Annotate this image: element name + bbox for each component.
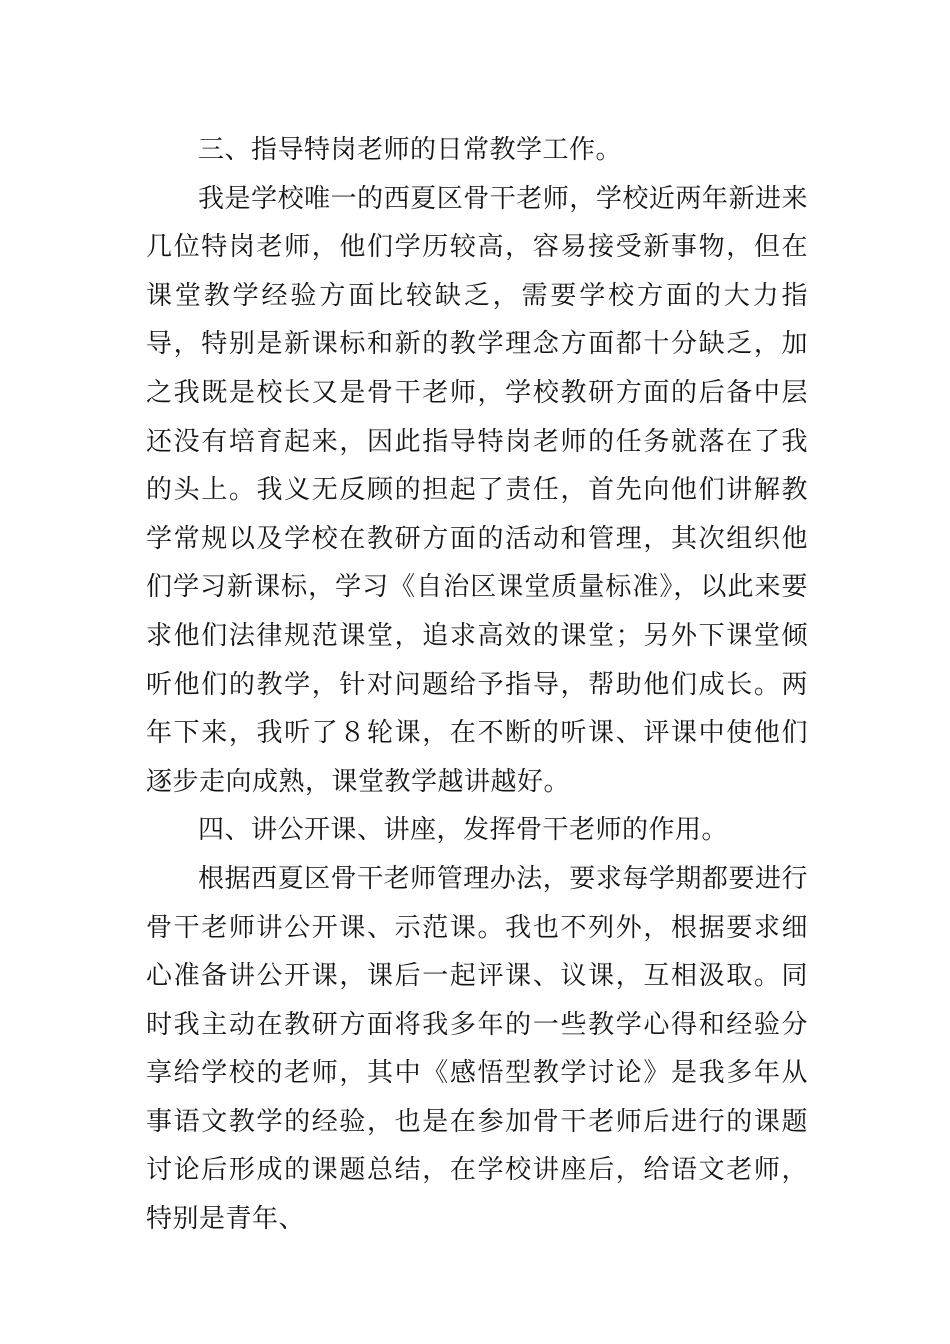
paragraph-guidance: 我是学校唯一的西夏区骨干老师，学校近两年新进来几位特岗老师，他们学历较高，容易接受新事物，但在课堂教学经验方面比较缺乏，需要学校方面的大力指导，特别是新课标和新的教学理念方面都十分缺乏，加之我既是校长又是骨干老师，学校教研方面的后备中层还没有培育起来，因此指导特岗老师的任务就落在了我的头上。我义无反顾的担起了责任，首先向他们讲解教学常规以及学校在教研方面的活动和管理，其次组织他们学习新课标，学习《自治区课堂质量标准》，以此来要求他们法律规范课堂，追求高效的课堂；另外下课堂倾听他们的教学，针对问题给予指导，帮助他们成长。两年下来，我听了８轮课，在不断的听课、评课中使他们逐步走向成熟，课堂教学越讲越好。 (146, 183, 808, 797)
section-heading-3: 三、指导特岗老师的日常教学工作。 (198, 135, 623, 165)
section-heading-4: 四、讲公开课、讲座，发挥骨干老师的作用。 (198, 815, 729, 846)
paragraph-open-class: 根据西夏区骨干老师管理办法，要求每学期都要进行骨干老师讲公开课、示范课。我也不列外，根据要求细心准备讲公开课，课后一起评课、议课，互相汲取。同时我主动在教研方面将我多年的一些教学心得和经验分享给学校的老师，其中《感悟型教学讨论》是我多年从事语文教学的经验，也是在参加骨干老师后进行的课题讨论后形成的课题总结，在学校讲座后，给语文老师，特别是青年、 (146, 863, 808, 1235)
document-body (146, 126, 808, 1244)
